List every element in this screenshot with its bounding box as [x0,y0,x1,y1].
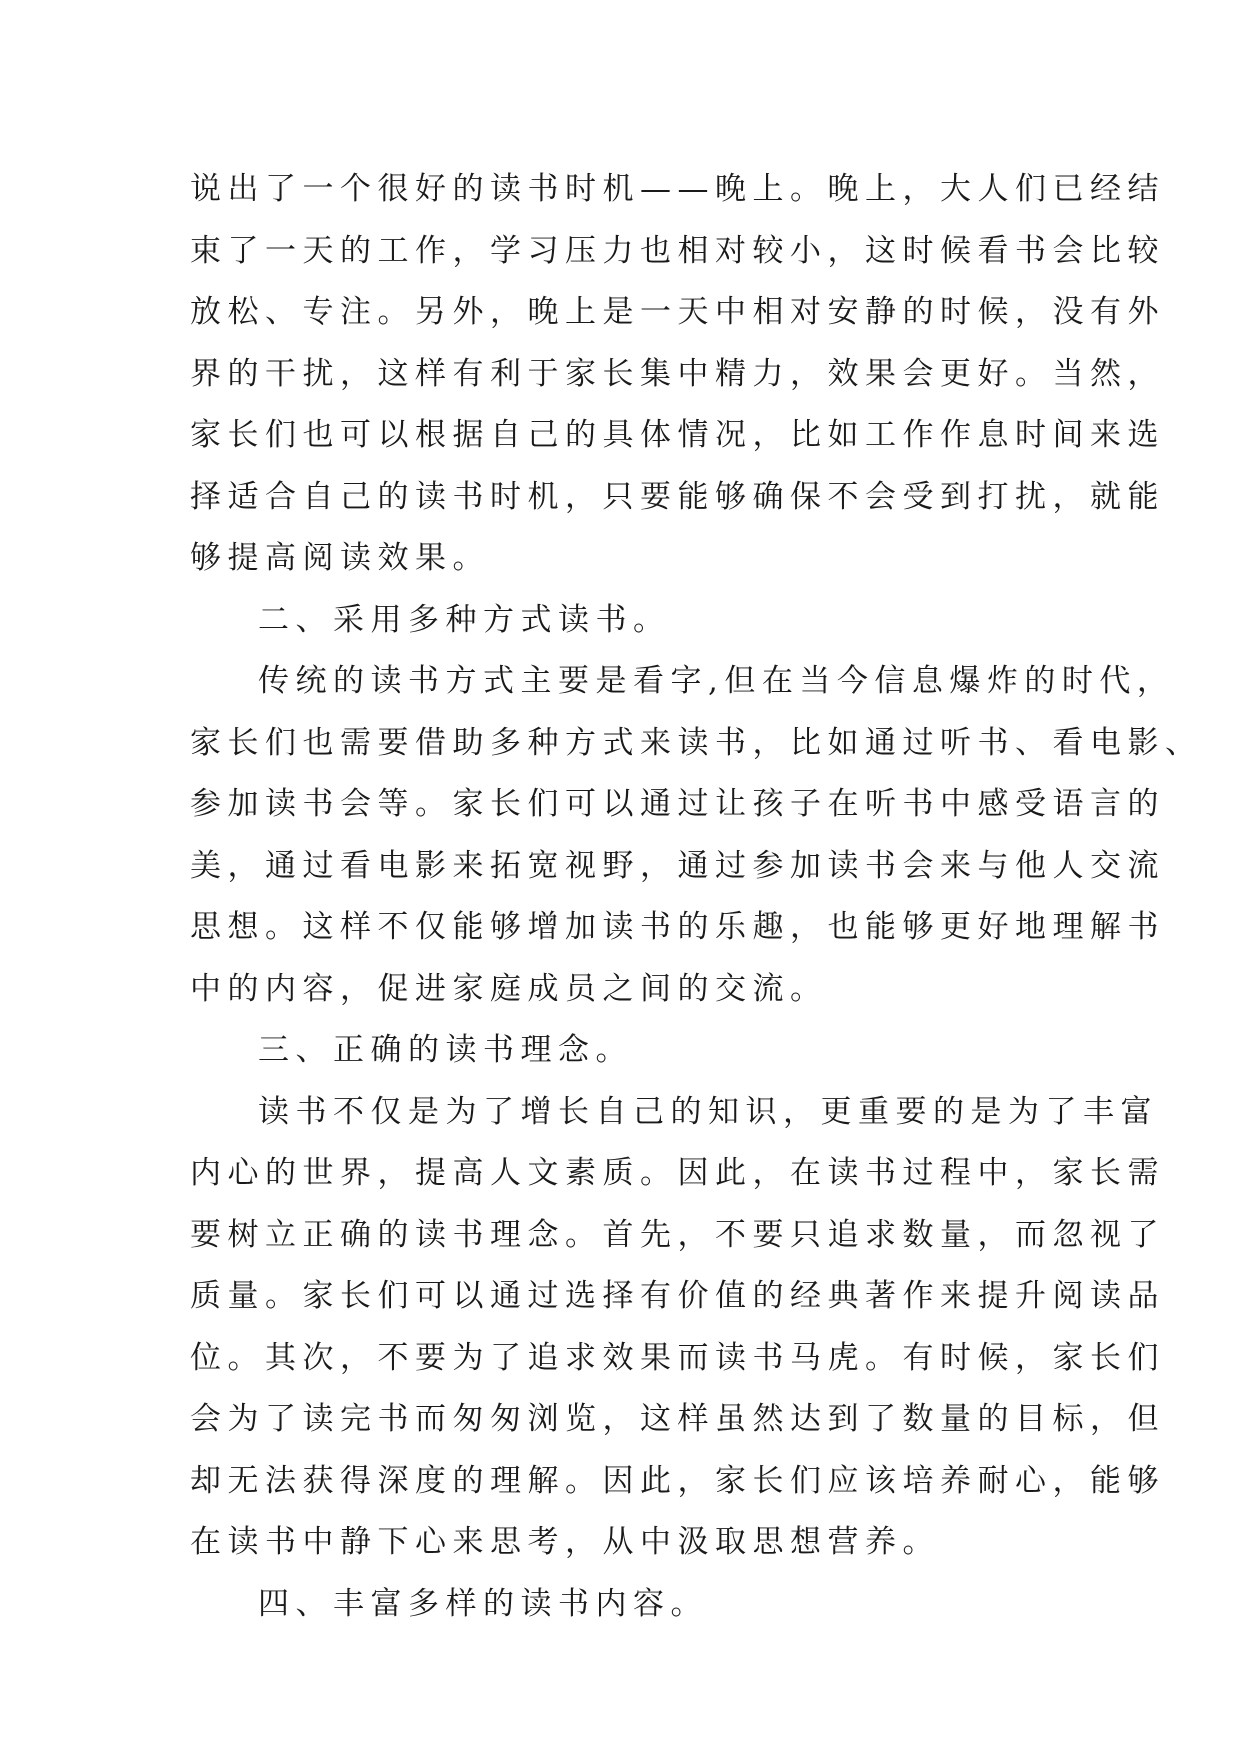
text-line: 参加读书会等。家长们可以通过让孩子在听书中感受语言的 [190,786,1165,822]
text-line: 家长们也可以根据自己的具体情况，比如工作作息时间来选 [190,417,1165,453]
text-line: 中的内容，促进家庭成员之间的交流。 [190,970,828,1007]
text-line: 择适合自己的读书时机，只要能够确保不会受到打扰，就能 [190,478,1165,515]
text-line: 够提高阅读效果。 [190,540,490,576]
text-line: 位。其次，不要为了追求效果而读书马虎。有时候，家长们 [190,1339,1165,1376]
text-line: 家长们也需要借助多种方式来读书，比如通过听书、看电影、 [190,724,1203,761]
document-body [190,159,1203,1635]
text-line: 在读书中静下心来思考，从中汲取思想营养。 [190,1524,940,1560]
section-heading: 二、采用多种方式读书。 [258,601,671,638]
text-line: 读书不仅是为了增长自己的知识，更重要的是为了丰富 [258,1093,1158,1130]
text-line: 会为了读完书而匆匆浏览，这样虽然达到了数量的目标，但 [190,1401,1165,1437]
text-line: 放松、专注。另外，晚上是一天中相对安静的时候，没有外 [190,294,1165,330]
section-heading: 三、正确的读书理念。 [258,1032,633,1068]
text-line: 质量。家长们可以通过选择有价值的经典著作来提升阅读品 [190,1278,1165,1314]
text-line: 传统的读书方式主要是看字,但在当今信息爆炸的时代， [258,663,1175,699]
text-line: 要树立正确的读书理念。首先，不要只追求数量，而忽视了 [190,1216,1165,1253]
text-line: 美，通过看电影来拓宽视野，通过参加读书会来与他人交流 [190,847,1165,884]
text-line: 思想。这样不仅能够增加读书的乐趣，也能够更好地理解书 [190,909,1165,945]
text-line: 说出了一个很好的读书时机——晚上。晚上，大人们已经结 [190,171,1165,207]
section-heading: 四、丰富多样的读书内容。 [258,1585,708,1622]
text-line: 内心的世界，提高人文素质。因此，在读书过程中，家长需 [190,1155,1165,1191]
text-line: 束了一天的工作，学习压力也相对较小，这时候看书会比较 [190,232,1165,269]
text-line: 却无法获得深度的理解。因此，家长们应该培养耐心，能够 [190,1462,1165,1499]
text-line: 界的干扰，这样有利于家长集中精力，效果会更好。当然， [190,355,1165,392]
